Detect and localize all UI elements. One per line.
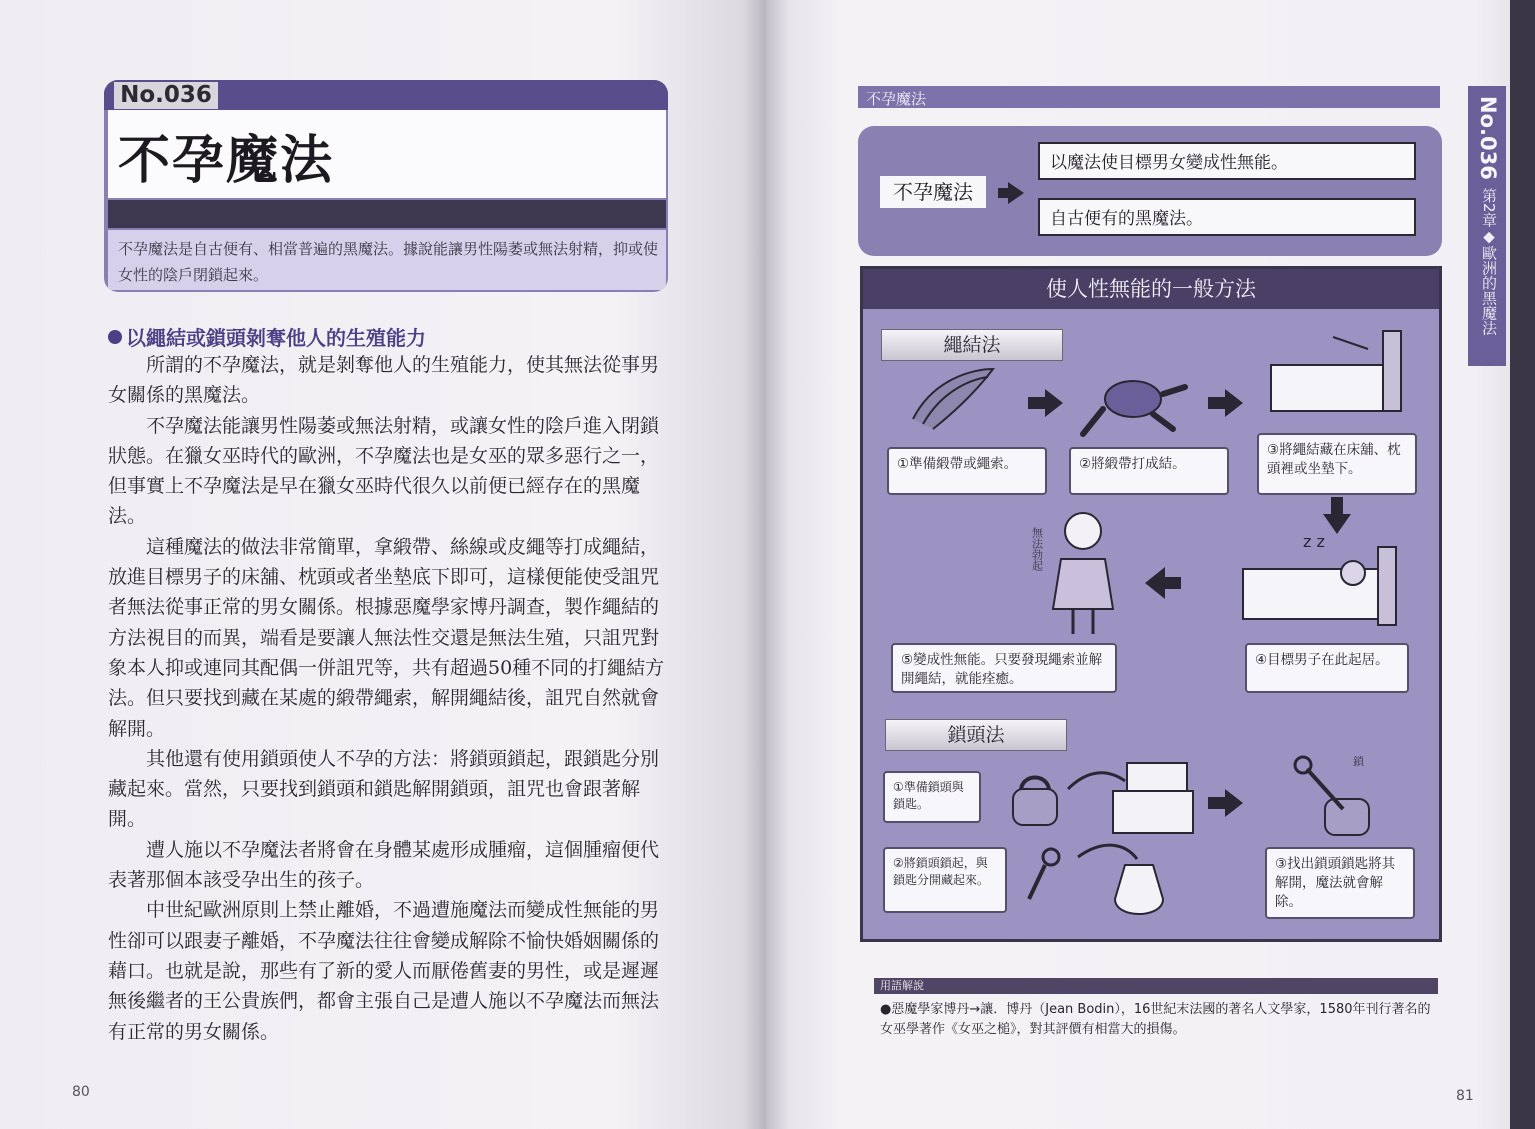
key-label: 鎖 (1353, 755, 1364, 768)
method-panel (860, 266, 1442, 942)
paragraph: 其他還有使用鎖頭使人不孕的方法：將鎖頭鎖起，跟鎖匙分別藏起來。當然，只要找到鎖頭和鎖匙解開鎖頭，詛咒也會跟著解開。 (108, 747, 660, 831)
knot-icon (1083, 381, 1185, 434)
paragraph: 所謂的不孕魔法，就是剝奪他人的生殖能力，使其無法從事男女關係的黑魔法。 (108, 354, 660, 407)
box-icon (1113, 763, 1193, 833)
method-illustrations (863, 269, 1439, 939)
svg-text:z z: z z (1303, 532, 1325, 551)
lock-step-2: ②將鎖頭鎖起，與鎖匙分開藏起來。 (883, 847, 1007, 913)
key-icon (1029, 849, 1059, 899)
summary-label: 不孕魔法 (880, 176, 986, 208)
arrow-right-icon (1208, 389, 1243, 417)
title-tab (104, 80, 668, 110)
notes-title: 用語解說 (880, 979, 924, 992)
open-lock-key-icon (1295, 757, 1369, 835)
bullet-dot (108, 330, 122, 344)
summary-text: 不孕魔法是自古便有、相當普遍的黑魔法。據說能讓男性陽萎或無法射精，抑或使女性的陰戶閉鎖起來。 (118, 240, 659, 284)
sleeping-man-bed-icon (1243, 532, 1396, 625)
paragraph: 遭人施以不孕魔法者將會在身體某處形成腫瘤，這個腫瘤便代表著那個本該受孕出生的孩子。 (108, 838, 660, 892)
curve-arrow-icon (1068, 773, 1125, 789)
paragraph: 不孕魔法能讓男性陽萎或無法射精，或讓女性的陰戶進入閉鎖狀態。在獵女巫時代的歐洲，不孕魔法也是女巫的眾多惡行之一，但事實上不孕魔法是早在獵女巫時代很久以前便已經存在的黑魔法。 (108, 414, 660, 528)
ribbon-icon (913, 369, 993, 429)
bed-icon (1271, 331, 1401, 411)
book-spine (1510, 0, 1535, 1129)
arrow-down-icon (1323, 497, 1351, 534)
page-title: 不孕魔法 (118, 131, 335, 191)
title-area (108, 110, 666, 198)
lock-step-1: ①準備鎖頭與鎖匙。 (883, 771, 981, 823)
section-heading (108, 322, 426, 351)
page-number-left: 80 (72, 1084, 90, 1100)
panel-title: 使人性無能的一般方法 (863, 269, 1439, 309)
header-bar (858, 86, 1440, 108)
arrow-right-icon (1208, 789, 1243, 817)
summary-box (108, 230, 666, 290)
curve-arrow-icon (1078, 845, 1137, 859)
body-text (108, 350, 672, 1047)
left-page (0, 0, 766, 1129)
section-heading-text: 以繩結或鎖頭剝奪他人的生殖能力 (126, 326, 426, 350)
notes-bar (874, 978, 1438, 994)
knot-step-4: ④目標男子在此起居。 (1245, 643, 1409, 693)
arrow-right-icon (1028, 389, 1063, 417)
title-box (104, 80, 668, 292)
page-number-right: 81 (1456, 1088, 1474, 1104)
figure-caption: 無法勃起 (1030, 527, 1044, 571)
summary-diagram (858, 126, 1442, 256)
knot-step-5: ⑤變成性無能。只要發現繩索並解開繩結，就能痊癒。 (891, 643, 1117, 693)
knot-step-2: ②將緞帶打成結。 (1069, 447, 1229, 495)
lock-method-label: 鎖頭法 (885, 719, 1067, 751)
side-entry-number: No.036 (1476, 96, 1500, 180)
entry-number: No.036 (114, 82, 218, 109)
note-text: ●惡魔學家博丹→讓．博丹（Jean Bodin），16世紀末法國的著名人文學家，1580年刊行著名的女巫學著作《女巫之槌》，對其評價有相當大的損傷。 (880, 1002, 1431, 1037)
summary-line: 以魔法使目標男女變成性無能。 (1038, 142, 1416, 180)
knot-method-label: 繩結法 (881, 329, 1063, 361)
paragraph: 中世紀歐洲原則上禁止離婚，不過遭施魔法而變成性無能的男性卻可以跟妻子離婚，不孕魔法往往會變成解除不愉快婚姻關係的藉口。也就是說，那些有了新的愛人而厭倦舊妻的男性，或是遲遲無後繼者的王公貴族們，都會主張自己是遭人施以不孕魔法而無法有正常的男女關係。 (108, 899, 660, 1043)
side-chapter: 第2章◆歐洲的黑魔法 (1480, 188, 1498, 336)
right-arrow-icon (1008, 182, 1024, 204)
vase-icon (1115, 865, 1163, 914)
paragraph: 這種魔法的做法非常簡單，拿緞帶、絲線或皮繩等打成繩結，放進目標男子的床舖、枕頭或者坐墊底下即可，這樣便能使受詛咒者無法從事正常的男女關係。根據惡魔學家博丹調查，製作繩結的方法視目的而異，端看是要讓人無法性交還是無法生殖，只詛咒對象本人抑或連同其配偶一併詛咒等，共有超過50種不同的打繩結方法。但只要找到藏在某處的緞帶繩索，解開繩結後，詛咒自然就會解開。 (108, 535, 665, 740)
summary-line: 自古便有的黑魔法。 (1038, 198, 1416, 236)
title-band (108, 200, 666, 228)
knot-step-3: ③將繩結藏在床舖、枕頭裡或坐墊下。 (1257, 433, 1417, 495)
man-figure-icon (1053, 513, 1113, 634)
padlock-icon (1013, 778, 1057, 826)
lock-step-3: ③找出鎖頭鎖匙將其解開，魔法就會解除。 (1265, 847, 1415, 919)
knot-step-1: ①準備緞帶或繩索。 (887, 447, 1047, 495)
arrow-left-icon (1145, 567, 1181, 599)
header-title: 不孕魔法 (866, 90, 927, 108)
